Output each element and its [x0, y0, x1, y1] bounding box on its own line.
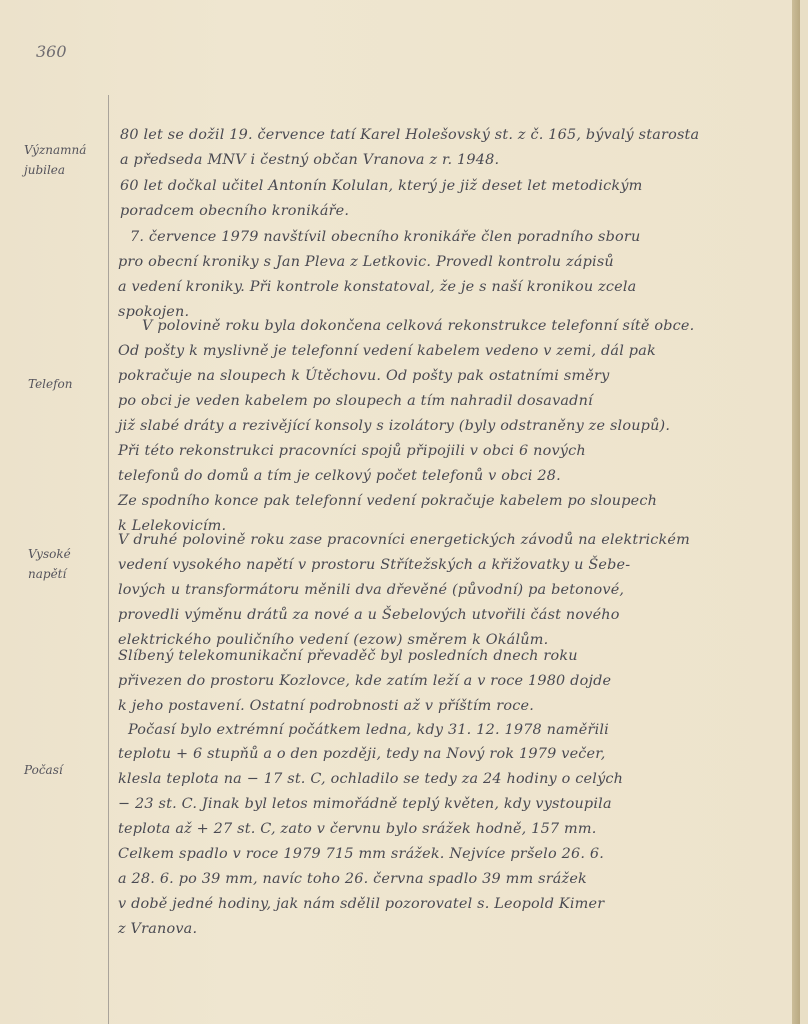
- text-line: teplotu + 6 stupňů a o den později, tedy na Nový rok 1979 večer,: [118, 746, 606, 762]
- text-line: a předseda MNV i čestný občan Vranova z r. 1948.: [120, 152, 500, 168]
- margin-note-line: napětí: [28, 567, 67, 581]
- text-line: Celkem spadlo v roce 1979 715 mm srážek. Nejvíce pršelo 26. 6.: [118, 846, 605, 862]
- margin-note-vysoke-napeti: [28, 544, 71, 584]
- margin-note-telefon: [28, 374, 73, 394]
- text-line: 80 let se dožil 19. července tatí Karel Holešovský st. z č. 165, bývalý starosta: [120, 127, 700, 143]
- text-line: Od pošty k myslivně je telefonní vedení kabelem vedeno v zemi, dál pak: [118, 343, 656, 359]
- text-line: 60 let dočkal učitel Antonín Kolulan, který je již deset let metodickým: [120, 178, 643, 194]
- text-line: V polovině roku byla dokončena celková rekonstrukce telefonní sítě obce.: [142, 318, 695, 334]
- text-line: Ze spodního konce pak telefonní vedení pokračuje kabelem po sloupech: [118, 493, 658, 509]
- text-line: v době jedné hodiny, jak nám sdělil pozorovatel s. Leopold Kimer: [118, 896, 605, 912]
- margin-note-line: Počasí: [24, 763, 63, 777]
- text-line: po obci je veden kabelem po sloupech a tím nahradil dosavadní: [118, 393, 593, 409]
- margin-rule: [108, 95, 109, 1024]
- text-line: k jeho postavení. Ostatní podrobnosti až v příštím roce.: [118, 698, 534, 714]
- text-line: Slíbený telekomunikační převaděč byl posledních dnech roku: [118, 648, 578, 664]
- text-line: telefonů do domů a tím je celkový počet telefonů v obci 28.: [118, 468, 561, 484]
- margin-note-line: Vysoké: [28, 547, 71, 561]
- page-number: 360: [36, 42, 67, 61]
- text-line: lových u transformátoru měnili dva dřevěné (původní) pa betonové,: [118, 582, 625, 598]
- text-line: − 23 st. C. Jinak byl letos mimořádně teplý květen, kdy vystoupila: [118, 796, 612, 812]
- text-line: 7. července 1979 navštívil obecního kronikáře člen poradního sboru: [130, 229, 641, 245]
- text-line: spokojen.: [118, 304, 190, 320]
- text-line: a 28. 6. po 39 mm, navíc toho 26. června spadlo 39 mm srážek: [118, 871, 587, 887]
- text-line: V druhé polovině roku zase pracovníci energetických závodů na elektrickém: [118, 532, 690, 548]
- text-line: vedení vysokého napětí v prostoru Střítežských a křižovatky u Šebe-: [118, 557, 631, 573]
- text-line: pro obecní kroniky s Jan Pleva z Letkovic. Provedl kontrolu zápisů: [118, 254, 614, 270]
- text-line: elektrického pouličního vedení (ezow) směrem k Okálům.: [118, 632, 549, 648]
- text-line: teplota až + 27 st. C, zato v červnu bylo srážek hodně, 157 mm.: [118, 821, 597, 837]
- margin-note-pocasi: [24, 760, 63, 780]
- text-line: Při této rekonstrukci pracovníci spojů připojili v obci 6 nových: [118, 443, 586, 459]
- margin-note-line: Telefon: [28, 377, 73, 391]
- text-line: a vedení kroniky. Při kontrole konstatoval, že je s naší kronikou zcela: [118, 279, 637, 295]
- margin-note-jubilea: [24, 140, 86, 180]
- text-line: poradcem obecního kronikáře.: [120, 203, 350, 219]
- text-line: z Vranova.: [118, 921, 198, 937]
- margin-note-line: jubilea: [24, 163, 66, 177]
- text-line: k Lelekovicím.: [118, 518, 227, 534]
- text-line: pokračuje na sloupech k Útěchovu. Od pošty pak ostatními směry: [118, 368, 610, 384]
- text-line: provedli výměnu drátů za nové a u Šebelových utvořili část nového: [118, 607, 620, 623]
- text-line: Počasí bylo extrémní počátkem ledna, kdy 31. 12. 1978 naměřili: [128, 722, 609, 738]
- text-line: klesla teplota na − 17 st. C, ochladilo se tedy za 24 hodiny o celých: [118, 771, 624, 787]
- text-line: již slabé dráty a rezivějící konsoly s izolátory (byly odstraněny ze sloupů).: [118, 418, 671, 434]
- margin-note-line: Významná: [24, 143, 87, 157]
- text-line: přivezen do prostoru Kozlovce, kde zatím leží a v roce 1980 dojde: [118, 673, 612, 689]
- page-edge: [792, 0, 800, 1024]
